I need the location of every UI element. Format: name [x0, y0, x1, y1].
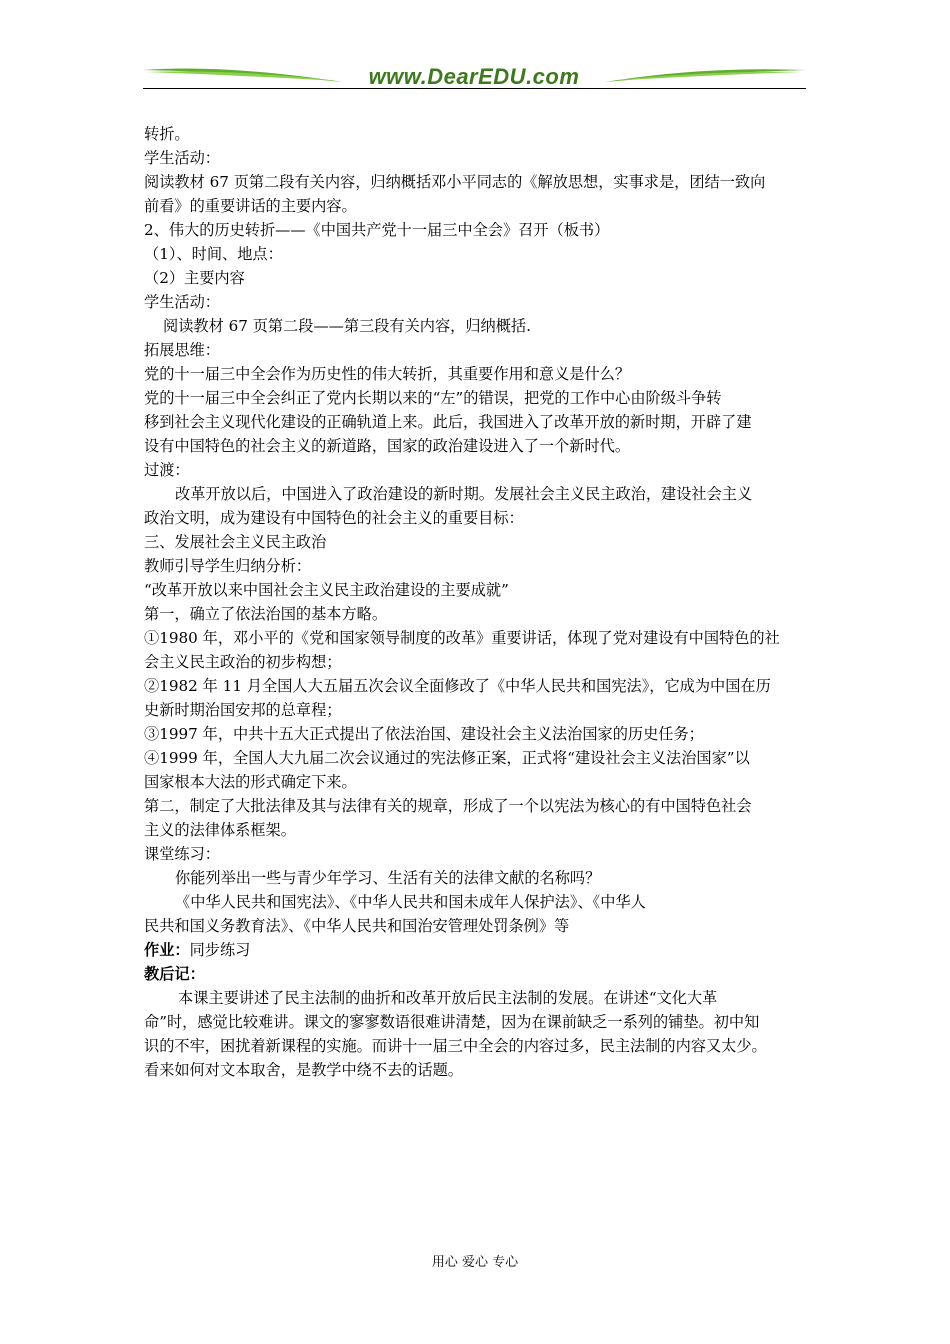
text-line: 学生活动：: [144, 149, 220, 167]
text-line: ②1982 年 11 月全国人大五届五次会议全面修改了《中华人民共和国宪法》，它成为中国在历: [144, 677, 771, 695]
text-line: 移到社会主义现代化建设的正确轨道上来。此后，我国进入了改革开放的新时期，开辟了建: [144, 413, 752, 431]
homework-label: 作业：: [144, 941, 190, 959]
text-line: （2）主要内容: [144, 269, 245, 287]
text-line: 会主义民主政治的初步构想；: [144, 653, 342, 671]
homework-line: [144, 938, 810, 962]
text-line: ①1980 年，邓小平的《党和国家领导制度的改革》重要讲话，体现了党对建设有中国特色的社: [144, 629, 780, 647]
text-line: 设有中国特色的社会主义的新道路，国家的政治建设进入了一个新时代。: [144, 437, 630, 455]
text-line: 政治文明，成为建设有中国特色的社会主义的重要目标：: [144, 509, 524, 527]
text-line: 看来如何对文本取舍，是教学中绕不去的话题。: [144, 1061, 463, 1079]
text-line: 前看》的重要讲话的主要内容。: [144, 197, 357, 215]
text-line: 主义的法律体系框架。: [144, 821, 296, 839]
text-line: 党的十一届三中全会纠正了党内长期以来的“左”的错误，把党的工作中心由阶级斗争转: [144, 389, 722, 407]
text-line: 党的十一届三中全会作为历史性的伟大转折，其重要作用和意义是什么？: [144, 365, 630, 383]
text-line: 识的不牢，困扰着新课程的实施。而讲十一届三中全会的内容过多，民主法制的内容又太少。: [144, 1037, 767, 1055]
text-line: ④1999 年，全国人大九届二次会议通过的宪法修正案，正式将“建设社会主义法治国家”以: [144, 749, 750, 767]
text-line: 阅读教材 67 页第二段——第三段有关内容，归纳概括.: [163, 317, 531, 335]
text-line: “改革开放以来中国社会主义民主政治建设的主要成就”: [144, 581, 509, 599]
text-line: 三、发展社会主义民主政治: [144, 533, 327, 551]
text-line: （1）、时间、地点：: [144, 245, 283, 263]
text-line: 拓展思维：: [144, 341, 220, 359]
text-line: 第一，确立了依法治国的基本方略。: [144, 605, 387, 623]
page-header: [143, 60, 806, 94]
header-rule: [143, 88, 806, 89]
text-line: 教师引导学生归纳分析：: [144, 557, 312, 575]
text-line: 学生活动：: [144, 293, 220, 311]
text-line: 第二，制定了大批法律及其与法律有关的规章，形成了一个以宪法为核心的有中国特色社会: [144, 797, 752, 815]
text-line: 你能列举出一些与青少年学习、生活有关的法律文献的名称吗？: [175, 869, 601, 887]
text-line: 命”时，感觉比较难讲。课文的寥寥数语很难讲清楚，因为在课前缺乏一系列的铺垫。初中知: [144, 1013, 760, 1031]
site-logo-text: www.DearEDU.com: [368, 64, 580, 89]
text-line: 民共和国义务教育法》、《中华人民共和国治安管理处罚条例》等: [144, 917, 570, 935]
text-line: 课堂练习：: [144, 845, 220, 863]
text-line: 史新时期治国安邦的总章程；: [144, 701, 342, 719]
text-line: 转折。: [144, 125, 190, 143]
text-line: 阅读教材 67 页第二段有关内容，归纳概括邓小平同志的《解放思想，实事求是，团结一致向: [144, 173, 766, 191]
text-line: 国家根本大法的形式确定下来。: [144, 773, 357, 791]
text-line: 改革开放以后，中国进入了政治建设的新时期。发展社会主义民主政治，建设社会主义: [175, 485, 753, 503]
text-line: 本课主要讲述了民主法制的曲折和改革开放后民主法制的发展。在讲述“文化大革: [178, 989, 718, 1007]
page-footer: 用心 爱心 专心: [431, 1255, 519, 1270]
text-line: 过渡：: [144, 461, 190, 479]
reflection-heading: 教后记：: [144, 965, 205, 983]
text-line: 2、伟大的历史转折——《中国共产党十一届三中全会》召开（板书）: [144, 221, 610, 239]
text-line: ③1997 年，中共十五大正式提出了依法治国、建设社会主义法治国家的历史任务；: [144, 725, 704, 743]
text-line: 《中华人民共和国宪法》、《中华人民共和国未成年人保护法》、《中华人: [175, 893, 646, 911]
homework-text: 同步练习: [189, 941, 251, 959]
document-body: [144, 122, 810, 1082]
